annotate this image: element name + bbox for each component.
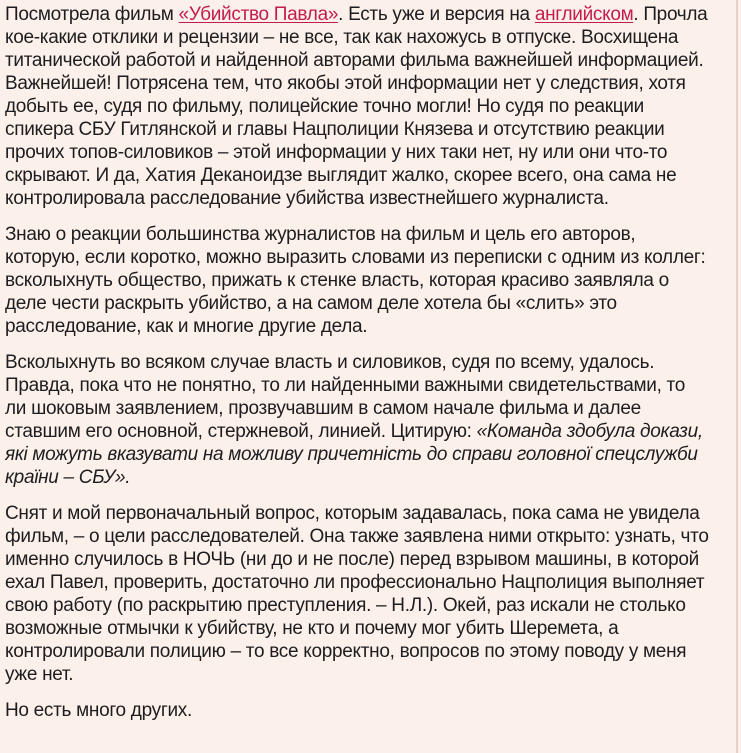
link-film-title[interactable]: «Убийство Павла» (178, 4, 339, 25)
text-run: . Есть уже и версия на (338, 4, 535, 25)
paragraph (5, 223, 711, 338)
text-run: . Прочла кое-какие отклики и рецензии – не все, так как нахожусь в отпуске. Восхищена титанической работой и найденной авторами фильма важнейшей информацией. Важнейшей! Потрясена тем, что якобы этой информации нет у следствия, хотя добыть ее, судя по фильму, полицейские точно могли! Но судя по реакции спикера СБУ Гитлянской и главы Нацполиции Князева и отсутствию реакции прочих топов-силовиков – этой информации у них таки нет, ну или они что-то скрывают. И да, Хатия Деканоидзе выглядит жалко, скорее всего, она сама не контролировала расследование убийства известнейшего журналиста. (5, 4, 708, 209)
link-english-version[interactable]: английском (534, 4, 634, 25)
paragraph (5, 3, 711, 210)
text-run: Но есть много других. (5, 700, 192, 721)
text-run: Посмотрела фильм (5, 4, 179, 25)
paragraph (5, 502, 711, 686)
text-run: Снят и мой первоначальный вопрос, которым задавалась, пока сама не увидела фильм, – о цели расследователей. Она также заявлена ними открыто: узнать, что именно случилось в НОЧЬ (ни до и не после) перед взрывом машины, в которой ехал Павел, проверить, достаточно ли профессионально Нацполиция выполняет свою работу (по раскрытию преступления. – Н.Л.). Окей, раз искали не столько возможные отмычки к убийству, не кто и почему мог убить Шеремета, а контролировали полицию – то все корректно, вопросов по этому поводу у меня уже нет. (5, 503, 709, 685)
text-run: Знаю о реакции большинства журналистов на фильм и цель его авторов, которую, если коротко, можно выразить словами из переписки с одним из коллег: всколыхнуть общество, прижать к стенке власть, которая красиво заявляла о деле чести раскрыть убийство, а на самом деле хотела бы «слить» это расследование, как и многие другие дела. (5, 224, 706, 337)
paragraph (5, 699, 711, 722)
paragraph (5, 351, 711, 489)
quote-text: «Команда здобула докази, які можуть вказувати на можливу причетність до справи головної спецслужби країни – СБУ». (5, 421, 703, 488)
text-run: Всколыхнуть во всяком случае власть и силовиков, судя по всему, удалось. Правда, пока что не понятно, то ли найденными важными свидетельствами, то ли шоковым заявлением, прозвучавшим в самом начале фильма и далее ставшим его основной, стержневой, линией. Цитирую: (5, 352, 686, 442)
right-edge-divider (736, 0, 738, 753)
